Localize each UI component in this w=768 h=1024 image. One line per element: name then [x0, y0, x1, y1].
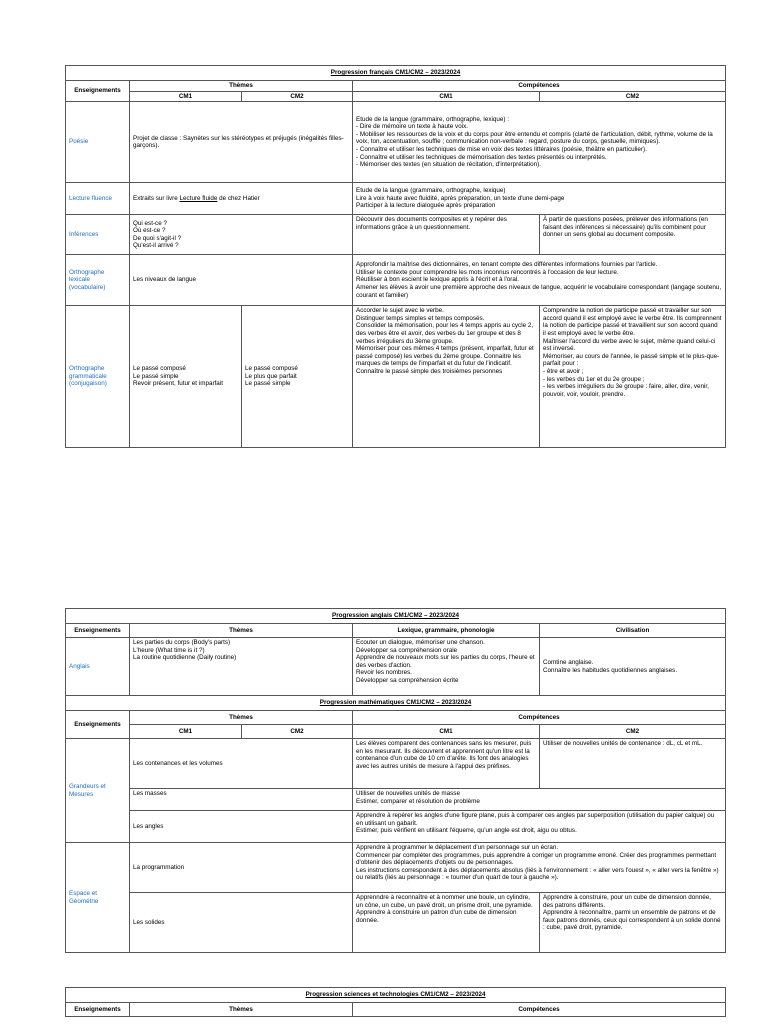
poesie-comp-line: Etude de la langue (grammaire, orthographe, lexique) :: [356, 115, 509, 123]
ortho-gram-theme-item: Revoir présent, futur et imparfait: [133, 380, 223, 388]
anglais-themes: [130, 638, 353, 696]
sciences-progression-table: [65, 987, 726, 1017]
fluence-comp-line: Lire à voix haute avec fluidité, après préparation, un texte d'une demi-page: [356, 194, 565, 202]
ortho-lex-comp-line: Amener les élèves à avoir une première approche des niveaux de langue, acquérir le vocabulaire correspondant (langage soutenu, courant et familier): [356, 283, 722, 299]
ortho-gram-cm1-line: Accorder le sujet avec le verbe.: [356, 307, 444, 315]
anglais-theme-item: L'heure (What time is it ?): [133, 646, 205, 654]
inferences-cm1: Découvrir des documents composites et y repérer des informations grâce à un questionnement.: [353, 215, 540, 255]
angles-comp-line: Estimer, puis vérifient en utilisant l'équerre, qu'un angle est droit, aigu ou obtus.: [356, 827, 577, 835]
masses-competences: [353, 789, 726, 811]
fluence-comp-line: Participer à la lecture dialoguée après préparation: [356, 202, 496, 210]
poesie-competences: [353, 102, 726, 183]
fluence-book-title: Lecture fluide: [179, 194, 218, 202]
ortho-gram-theme-cm2: [242, 306, 353, 448]
anglais-theme-item: Les parties du corps (Body's parts): [133, 639, 231, 646]
solides-cm1-line: Apprenndre à reconnaître et à nommer une boule, un cylindre, un cône, un cube, un pavé droit, un prisme droit, une pyramide.: [356, 894, 533, 909]
programmation-competences: [353, 843, 726, 893]
sci-header-themes: Thèmes: [130, 1003, 353, 1017]
ortho-gram-theme-item: Le passé simple: [245, 380, 291, 388]
en-header-lexique: Lexique, grammaire, phonologie: [353, 624, 540, 638]
ortho-gram-cm1-line: Distinguer temps simples et temps composés.: [356, 314, 485, 322]
ortho-gram-cm2-line: - être et avoir ;: [543, 367, 584, 375]
ortho-lex-comp-line: Utiliser le contexte pour comprendre les mots inconnus rencontrés à l'occasion de leur lecture.: [356, 268, 619, 276]
poesie-comp-line: - Mobiliser les ressources de la voix et du corps pour être entendu et compris (clarté de l'articulation, débit, rythme, volume de la voix, ton, accentuation, souffle ; communication non-verbale : regard, posture du corps, gestuelle, mimiques).: [356, 130, 713, 146]
ortho-gram-theme-cm1: [130, 306, 242, 448]
sciences-table-title: Progression sciences et technologies CM1/CM2 – 2023/2024: [66, 988, 726, 1003]
sci-header-competences: Compétences: [353, 1003, 726, 1017]
programmation-comp-line: Commencer par compléter des programmes, puis apprendre à corriger un programme erroné. Créer des programmes permettant d'obtenir des déplacements d'objets ou de personnages.: [356, 851, 717, 867]
fluence-competences: [353, 183, 726, 215]
en-header-themes: Thèmes: [130, 624, 353, 638]
anglais-lex-line: Développer sa compréhension écrite: [356, 676, 459, 684]
inferences-theme: [130, 215, 353, 255]
french-table-title: Progression français CM1/CM2 – 2023/2024: [66, 66, 726, 81]
inferences-cm2: À partir de questions posées, prélever des informations (en faisant des inférences si nécessaire) qu'ils combinent pour donner un sens global au document composite.: [540, 215, 726, 255]
poesie-comp-line: - Connaître et utiliser les techniques de mise en voix des textes littéraires (poésie, théâtre en particulier).: [356, 145, 647, 153]
inferences-question: Qu'est-il arrivé ?: [133, 242, 179, 250]
subject-orthographe-lexicale: Orthographe lexicale (vocabulaire): [66, 255, 130, 306]
math-header-competences: Compétences: [353, 711, 726, 725]
contenances-cm1: Les élèves comparent des contenances sans les mesurer, puis en les mesurant. Ils découvrent et apprennent qu'un litre est la contenance d'un cube de 10 cm d'arête. Ils font des analogies avec les autres unités de mesure à l'appui des préfixes.: [353, 739, 540, 789]
ortho-lex-comp-line: Approfondir la maîtrise des dictionnaires, en tenant compte des différentes informations fournies par l'article.: [356, 261, 658, 269]
anglais-civ-line: Comtine anglaise.: [543, 658, 594, 666]
subject-lecture-fluence: Lecture fluence: [66, 183, 130, 215]
anglais-lex-line: Revoir les nombres.: [356, 669, 412, 677]
programmation-comp-line: Apprendre à programmer le déplacement d'un personnage sur un écran.: [356, 844, 559, 851]
anglais-lexique: [353, 638, 540, 696]
solides-cm2-line: Apprendre à reconnaître, parmi un ensemble de patrons et de faux patrons donnés, ceux qui correspondent à un solide donné : cube, pavé droit, pyramide.: [543, 909, 721, 932]
subject-inferences: Inférences: [66, 215, 130, 255]
inferences-question: Où est-ce ?: [133, 227, 166, 235]
english-table-title: Progression anglais CM1/CM2 – 2023/2024: [66, 609, 726, 624]
solides-cm1-line: Apprendre à construire un patron d'un cube de dimension donnée.: [356, 909, 517, 924]
header-enseignements: Enseignements: [66, 81, 130, 102]
sci-header-enseignements: Enseignements: [66, 1003, 130, 1017]
header-cm1-comp: CM1: [353, 91, 540, 102]
math-header-cm1-themes: CM1: [130, 725, 242, 739]
anglais-civ-line: Connaître les habitudes quotidiennes anglaises.: [543, 666, 678, 674]
english-math-progression-table: [65, 608, 726, 953]
ortho-gram-cm1-line: Consolider la mémorisation, pour les 4 temps appris au cycle 2, des verbes être et avoir, des verbes du 1er groupe et des 8 verbes irréguliers du 3ème groupe.: [356, 322, 534, 345]
inferences-question: Qui est-ce ?: [133, 219, 167, 227]
poesie-comp-line: - Mémoriser des textes (en situation de récitation, d'interprétation).: [356, 161, 541, 169]
math-header-enseignements: Enseignements: [66, 711, 130, 739]
subject-grandeurs-mesures: Grandeurs et Mesures: [66, 739, 130, 843]
poesie-theme: Projet de classe : Saynètes sur les stéréotypes et préjugés (inégalités filles-garçons).: [130, 102, 353, 183]
programmation-theme: La programmation: [130, 843, 353, 893]
contenances-cm2: Utiliser de nouvelles unités de contenance : dL, cL et mL.: [540, 739, 726, 789]
angles-competences: [353, 811, 726, 843]
en-header-civilisation: Civilisation: [540, 624, 726, 638]
solides-cm2-line: Apprendre à construire, pour un cube de dimension donnée, des patrons différents.: [543, 894, 712, 909]
french-progression-table: [65, 65, 726, 448]
solides-cm2: [540, 893, 726, 953]
solides-cm1: [353, 893, 540, 953]
subject-espace-geometrie: Espace et Géométrie: [66, 843, 130, 953]
header-competences: Compétences: [353, 81, 726, 92]
math-header-cm2-comp: CM2: [540, 725, 726, 739]
header-cm2-comp: CM2: [540, 91, 726, 102]
anglais-theme-item: La routine quotidienne (Daily routine): [133, 654, 237, 662]
anglais-lex-line: Développer sa compréhension orale: [356, 646, 458, 654]
header-cm1-themes: CM1: [130, 91, 242, 102]
ortho-lex-competences: [353, 255, 726, 306]
ortho-gram-cm2-line: Comprendre la notion de participe passé et travailler sur son accord quand il est employé avec le verbe être. Ils comprennent la notion de participe passé et travaillent sur son accord quand il est employé avec le verbe être.: [543, 307, 722, 337]
masses-comp-line: Utiliser de nouvelles unités de masse: [356, 790, 460, 797]
math-header-themes: Thèmes: [130, 711, 353, 725]
ortho-gram-theme-item: Le passé composé: [133, 365, 186, 373]
masses-theme: Les masses: [130, 789, 353, 811]
ortho-gram-cm2: [540, 306, 726, 448]
angles-comp-line: Apprendre à repérer les angles d'une figure plane, puis à comparer ces angles par superposition (utilisation du papier calque) ou en utilisant un gabarit.: [356, 812, 715, 827]
masses-comp-line: Estimer, comparer et résolution de problème: [356, 797, 480, 805]
subject-orthographe-grammaticale: Orthographe grammaticale (conjugaison): [66, 306, 130, 448]
ortho-gram-cm2-line: - les verbes irréguliers du 3e groupe : faire, aller, dire, venir, pouvoir, voir, vouloir, prendre.: [543, 383, 709, 398]
math-header-cm2-themes: CM2: [242, 725, 353, 739]
header-cm2-themes: CM2: [242, 91, 353, 102]
ortho-gram-cm2-line: Mémoriser, au cours de l'année, le passé simple et le plus-que- parfait pour :: [543, 352, 720, 368]
poesie-comp-line: - Connaître et utiliser les techniques de mémorisation des textes présentés ou interprétés.: [356, 153, 607, 161]
math-table-title: Progression mathématiques CM1/CM2 – 2023/2024: [66, 696, 726, 711]
solides-theme: Les solides: [130, 893, 353, 953]
poesie-comp-line: - Dire de mémoire un texte à haute voix.: [356, 123, 468, 131]
ortho-gram-cm2-line: - les verbes du 1er et du 2e groupe ;: [543, 375, 645, 383]
anglais-lex-line: Apprendre de nouveaux mots sur les parties du corps, l'heure et des verbes d'action.: [356, 654, 535, 669]
ortho-gram-cm1: [353, 306, 540, 448]
ortho-gram-theme-item: Le passé simple: [133, 372, 179, 380]
programmation-comp-line: Les instructions correspondent à des déplacements absolus (liés à l'environnement : « aller vers l'ouest », « aller vers la fenêtre ») ou relatifs (liés au personnage : « tourner d'un quart de tour à gauche »).: [356, 866, 719, 882]
inferences-question: De quoi s'agit-il ?: [133, 234, 182, 242]
subject-poesie: Poésie: [66, 102, 130, 183]
fluence-theme: [130, 183, 353, 215]
anglais-civilisation: [540, 638, 726, 696]
ortho-lex-theme: Les niveaux de langue: [130, 255, 353, 306]
en-header-enseignements: Enseignements: [66, 624, 130, 638]
subject-anglais: Anglais: [66, 638, 130, 696]
ortho-gram-cm1-line: Connaître le passé simple des troisièmes personnes: [356, 367, 503, 375]
header-themes: Thèmes: [130, 81, 353, 92]
angles-theme: Les angles: [130, 811, 353, 843]
fluence-theme-text: Extraits sur livre: [133, 194, 180, 202]
math-header-cm1-comp: CM1: [353, 725, 540, 739]
contenances-theme: Les contenances et les volumes: [130, 739, 353, 789]
ortho-gram-theme-item: Le passé composé: [245, 365, 298, 373]
ortho-gram-cm1-line: Mémoriser pour ces mêmes 4 temps (présent, imparfait, futur et passé composé) les verbes du 2ème groupe. Connaitre les marques de temps de l'imparfait et du futur de l'indicatif.: [356, 345, 534, 368]
fluence-comp-line: Etude de la langue (grammaire, orthographe, lexique): [356, 187, 506, 195]
ortho-lex-comp-line: Réutiliser à bon escient le lexique appris à l'écrit et à l'oral.: [356, 276, 520, 284]
fluence-theme-text-end: de chez Hatier: [217, 194, 260, 202]
ortho-gram-theme-item: Le plus que parfait: [245, 372, 297, 380]
anglais-lex-line: Ecouter un dialogue, mémoriser une chanson.: [356, 639, 485, 646]
ortho-gram-cm2-line: Maîtriser l'accord du verbe avec le sujet, même quand celui-ci est inversé.: [543, 337, 716, 353]
